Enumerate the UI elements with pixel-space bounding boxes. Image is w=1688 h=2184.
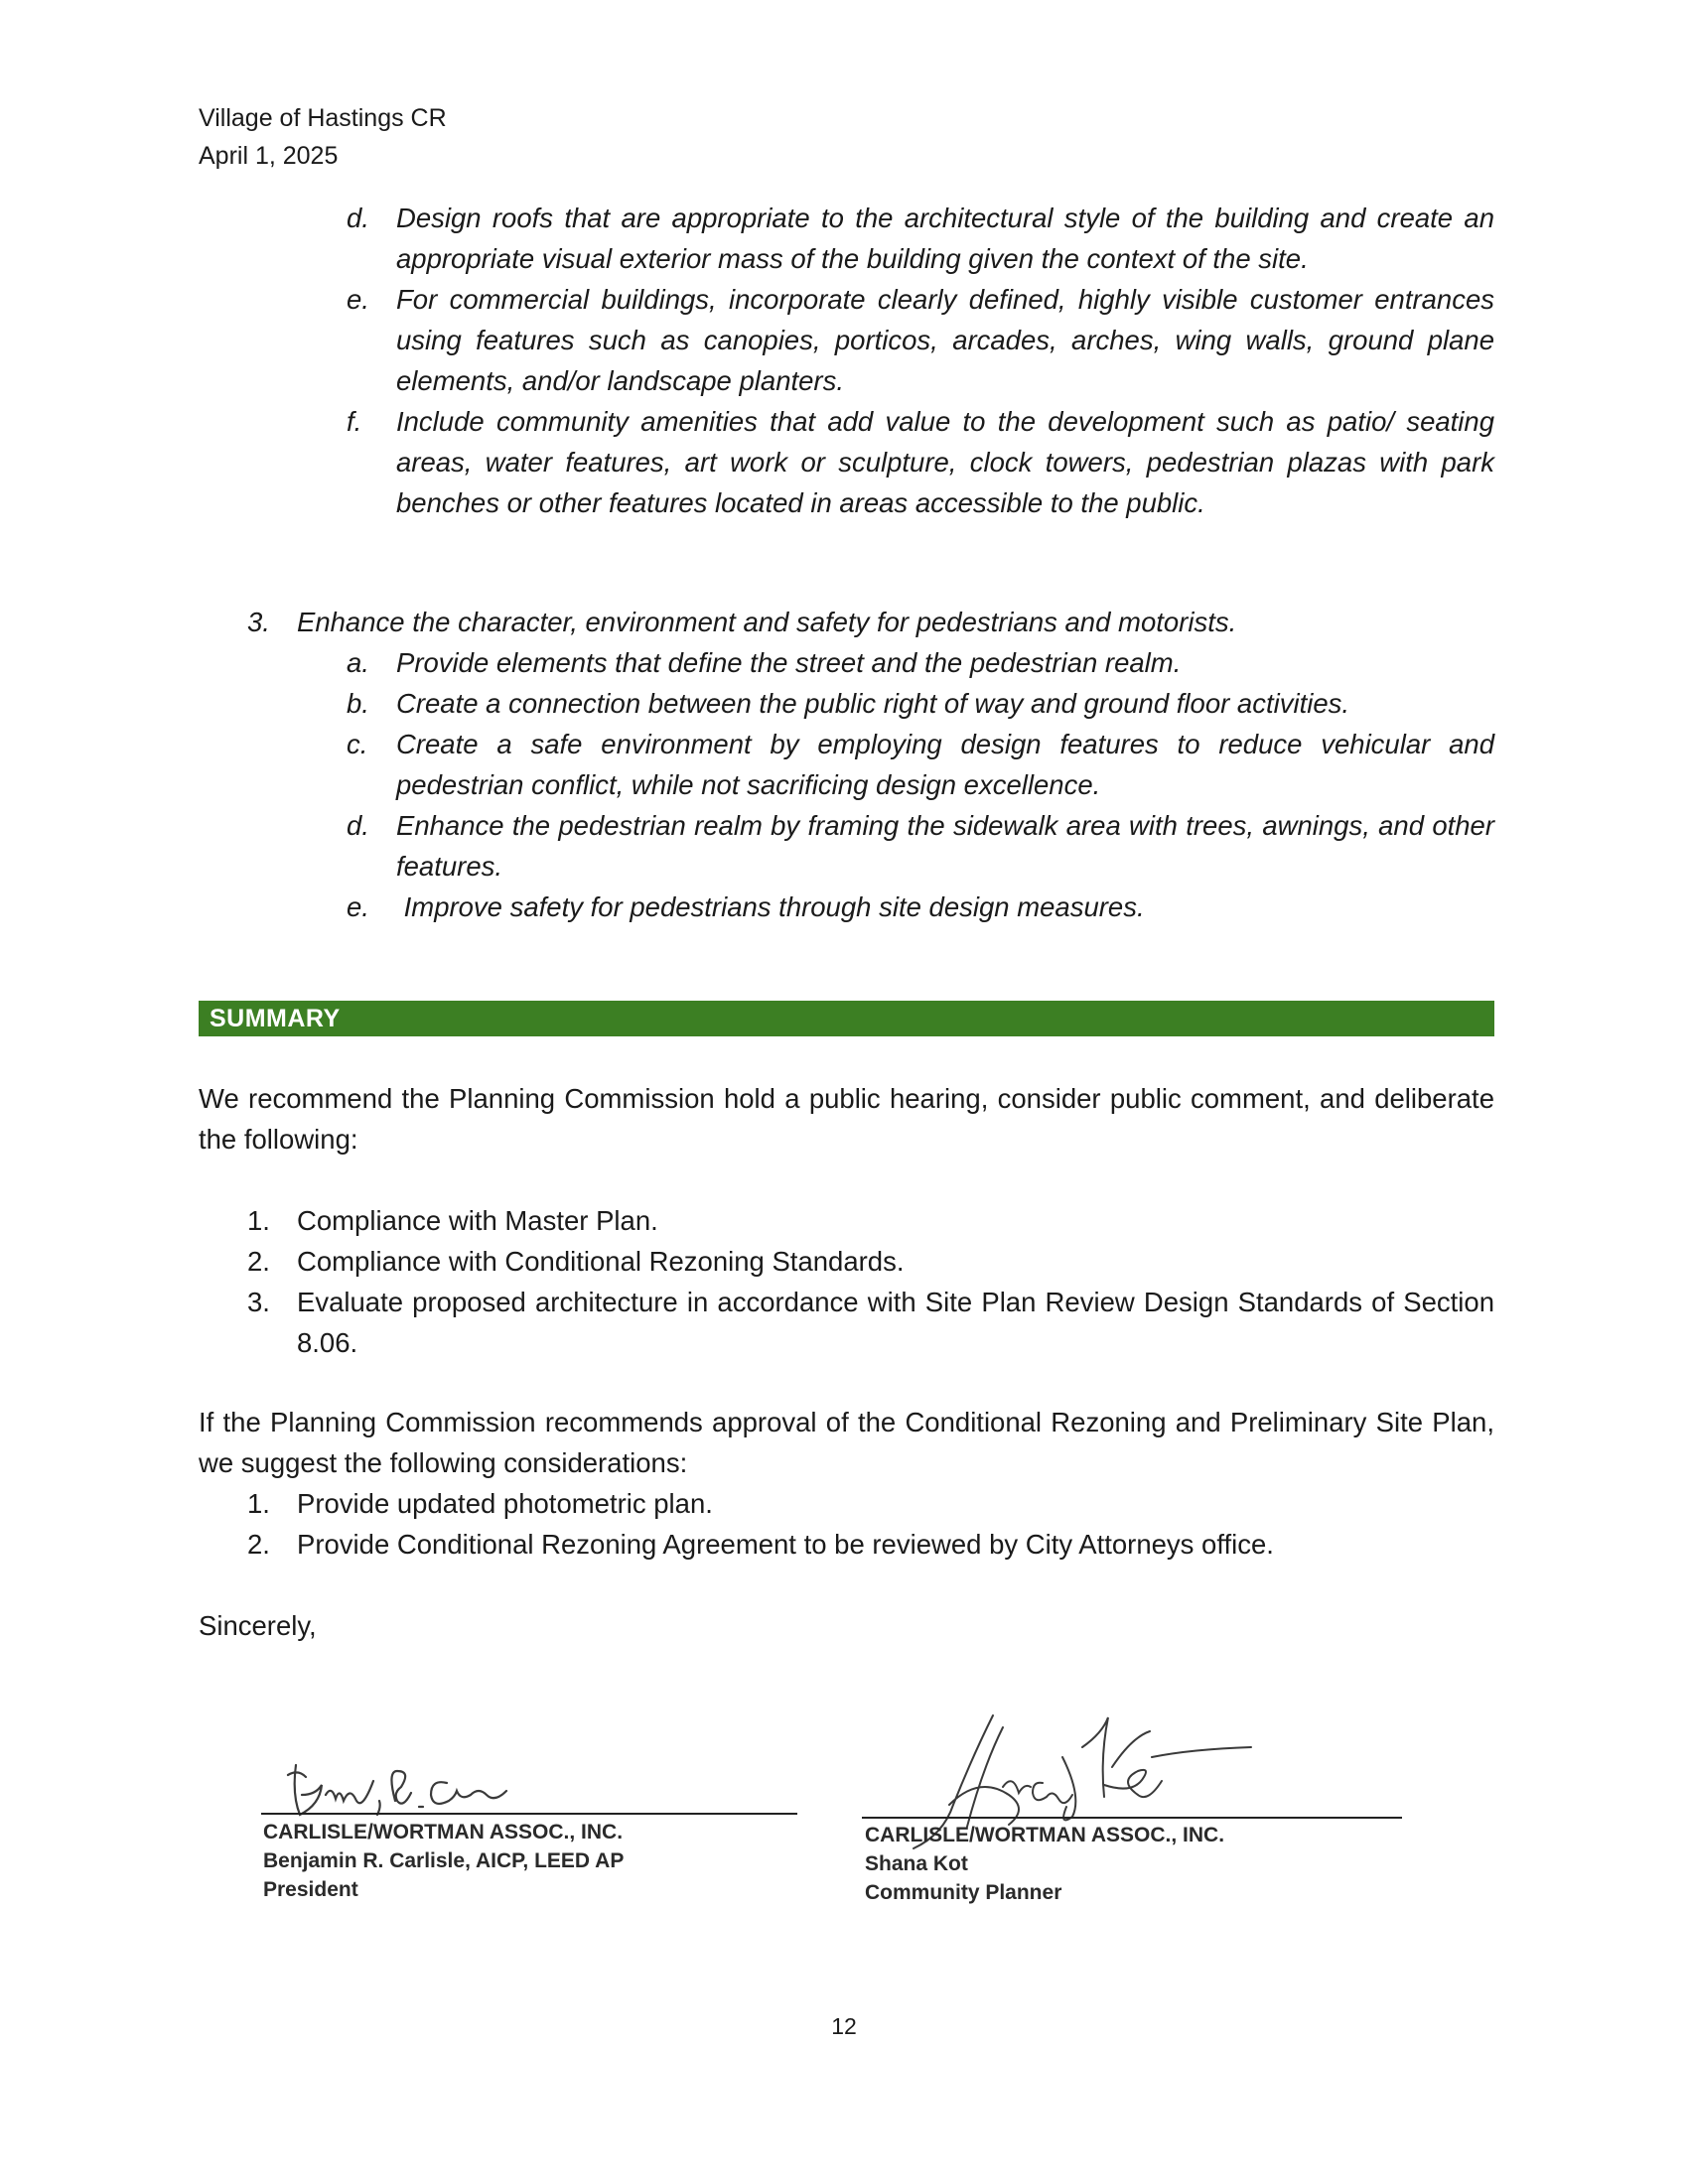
list-item xyxy=(347,401,1494,523)
list-item xyxy=(347,683,1494,724)
list-marker: 2. xyxy=(247,1529,270,1560)
approval-intro xyxy=(199,1402,1494,1483)
list-text: Create a connection between the public right of way and ground floor activities. xyxy=(396,688,1350,719)
list-item xyxy=(247,1282,1494,1363)
list-item xyxy=(247,1241,1494,1282)
list-text: Create a safe environment by employing design features to reduce vehicular and pedestrian conflict, while not sacrificing design excellence. xyxy=(396,729,1494,800)
list-marker: d. xyxy=(347,810,369,841)
list-item xyxy=(347,198,1494,279)
list-item xyxy=(247,1524,1494,1565)
list-item xyxy=(347,642,1494,683)
list-item xyxy=(347,887,1494,927)
page-header xyxy=(199,99,447,175)
summary-intro xyxy=(199,1078,1494,1160)
list-marker: d. xyxy=(347,203,369,233)
signature-block-1 xyxy=(263,1818,624,1904)
list-text: Design roofs that are appropriate to the architectural style of the building and create an appropriate visual exterior mass of the building given the context of the site. xyxy=(396,203,1494,274)
list-marker: 3. xyxy=(247,1287,270,1317)
signature-title: Community Planner xyxy=(865,1881,1062,1904)
signature-line-2 xyxy=(862,1817,1402,1819)
header-project: Village of Hastings CR xyxy=(199,104,447,132)
list-item xyxy=(347,805,1494,887)
approval-intro-text: If the Planning Commission recommends approval of the Conditional Rezoning and Preliminary Site Plan, we suggest the following considerations: xyxy=(199,1407,1494,1478)
page-number: 12 xyxy=(831,2013,857,2039)
list-item xyxy=(347,724,1494,805)
summary-heading: SUMMARY xyxy=(199,1001,1494,1036)
list-item xyxy=(347,279,1494,401)
considerations-list xyxy=(247,1483,1494,1565)
signature-title: President xyxy=(263,1878,358,1901)
summary-intro-text: We recommend the Planning Commission hold a public hearing, consider public comment, and deliberate the following: xyxy=(199,1083,1494,1155)
list-text: Improve safety for pedestrians through site design measures. xyxy=(396,891,1145,922)
list-marker: b. xyxy=(347,688,369,719)
enhance-list xyxy=(247,602,1494,642)
list-marker: e. xyxy=(347,891,369,922)
signature-name: Benjamin R. Carlisle, AICP, LEED AP xyxy=(263,1849,625,1872)
signature-line-1 xyxy=(261,1813,797,1815)
list-text: For commercial buildings, incorporate clearly defined, highly visible customer entrances using features such as canopies, porticos, arcades, arches, wing walls, ground plane elements, and/or landscape planters. xyxy=(396,284,1494,396)
signature-block-2 xyxy=(865,1821,1224,1907)
list-marker: f. xyxy=(347,406,362,437)
list-marker: 1. xyxy=(247,1205,270,1236)
closing-text: Sincerely, xyxy=(199,1610,317,1641)
design-list-top xyxy=(347,198,1494,523)
list-marker: 3. xyxy=(247,607,270,637)
list-item xyxy=(247,1200,1494,1241)
list-item-3 xyxy=(247,602,1494,642)
list-text: Compliance with Master Plan. xyxy=(297,1205,658,1236)
signature-firm: CARLISLE/WORTMAN ASSOC., INC. xyxy=(263,1821,624,1843)
list-text: Provide elements that define the street and the pedestrian realm. xyxy=(396,647,1182,678)
list-text: Provide Conditional Rezoning Agreement to be reviewed by City Attorneys office. xyxy=(297,1529,1274,1560)
list-marker: e. xyxy=(347,284,369,315)
signature-name: Shana Kot xyxy=(865,1852,968,1875)
list-marker: 2. xyxy=(247,1246,270,1277)
list-text: Enhance the character, environment and safety for pedestrians and motorists. xyxy=(297,607,1237,637)
summary-list xyxy=(247,1200,1494,1363)
closing xyxy=(199,1605,794,1646)
list-text: Include community amenities that add value to the development such as patio/ seating areas, water features, art work or sculpture, clock towers, pedestrian plazas with park benches or other features located in areas accessible to the public. xyxy=(396,406,1494,518)
list-text: Evaluate proposed architecture in accordance with Site Plan Review Design Standards of Section 8.06. xyxy=(297,1287,1494,1358)
list-text: Provide updated photometric plan. xyxy=(297,1488,713,1519)
list-text: Enhance the pedestrian realm by framing the sidewalk area with trees, awnings, and other features. xyxy=(396,810,1494,882)
signature-firm: CARLISLE/WORTMAN ASSOC., INC. xyxy=(865,1824,1225,1846)
list-marker: c. xyxy=(347,729,368,759)
list-marker: 1. xyxy=(247,1488,270,1519)
header-date: April 1, 2025 xyxy=(199,142,339,170)
list-text: Compliance with Conditional Rezoning Standards. xyxy=(297,1246,905,1277)
list-marker: a. xyxy=(347,647,369,678)
list-item xyxy=(247,1483,1494,1524)
enhance-sublist xyxy=(347,642,1494,927)
